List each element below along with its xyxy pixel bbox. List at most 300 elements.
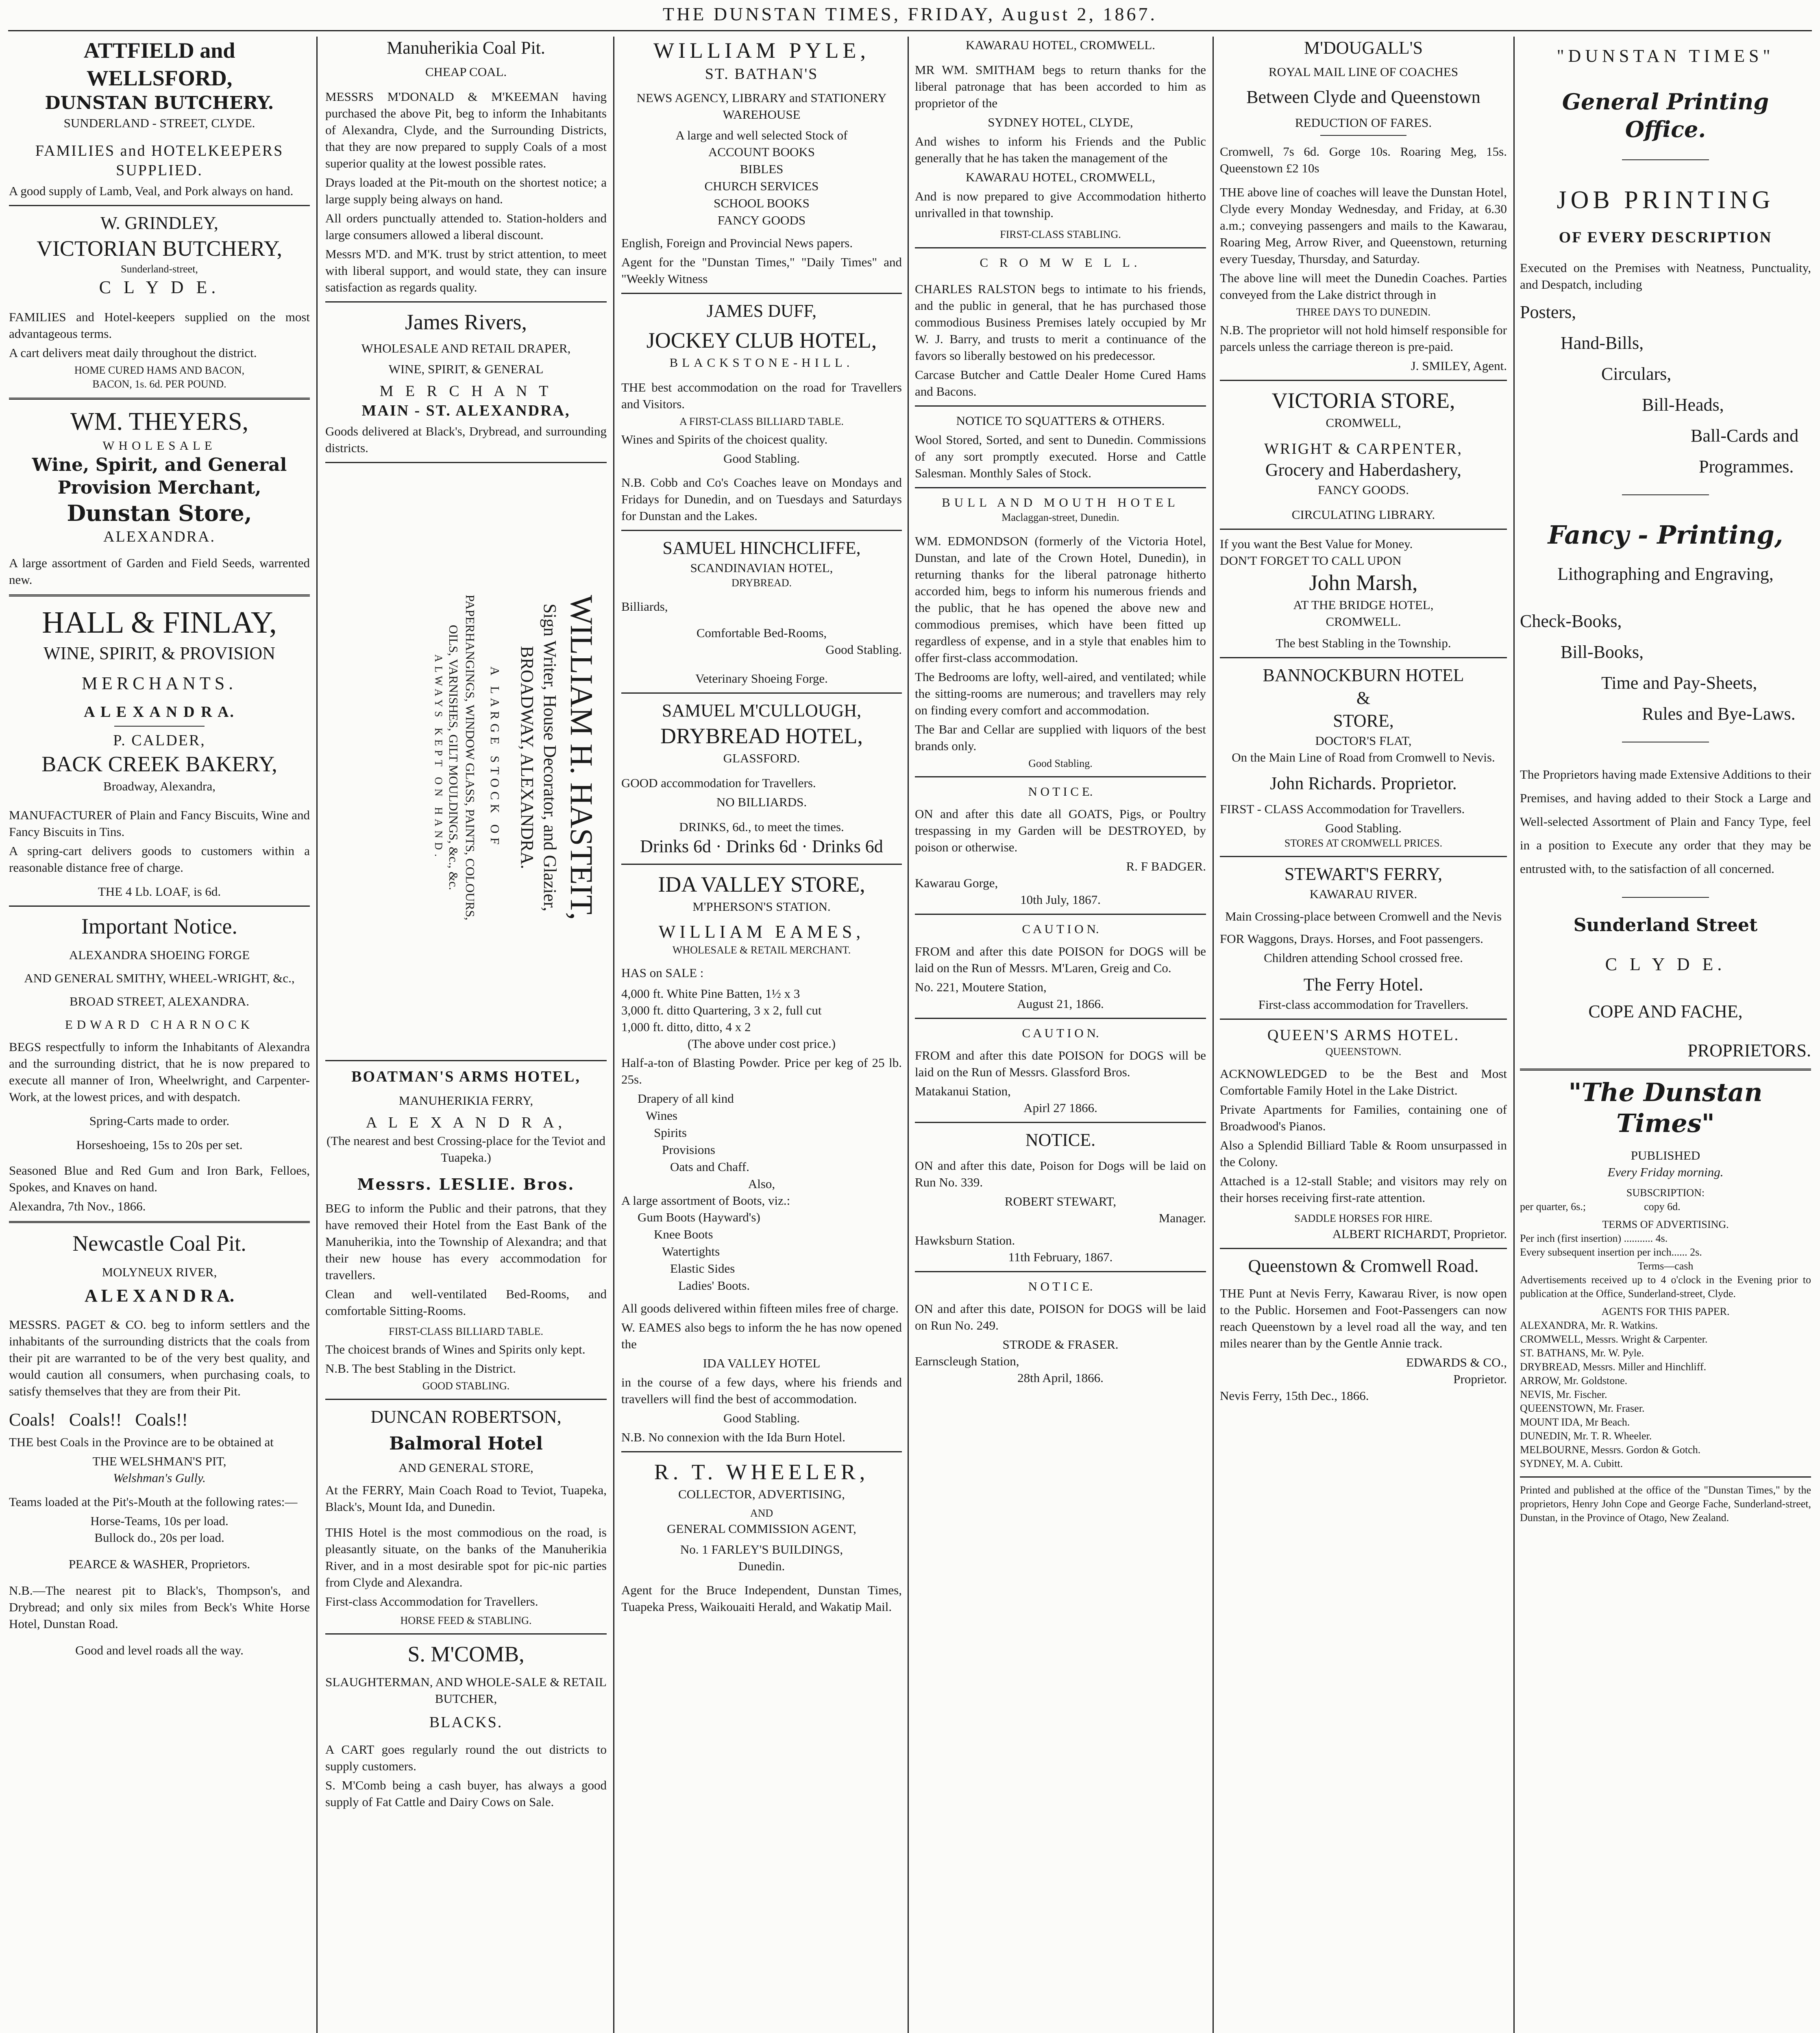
- ad-text: A cart delivers meat daily throughout the district.: [9, 346, 257, 360]
- ad-text: WHOLESALE & RETAIL MERCHANT.: [672, 944, 851, 956]
- ad-text: AGENTS FOR THIS PAPER.: [1601, 1306, 1730, 1317]
- ad-name: JAMES DUFF,: [706, 301, 817, 321]
- masthead: THE DUNSTAN TIMES, FRIDAY, August 2, 1867.: [662, 4, 1158, 24]
- ad-boatman: [325, 1067, 607, 1393]
- ad-text: M E R C H A N T: [379, 383, 553, 400]
- ad-text: A L E X A N D R A.: [84, 703, 235, 720]
- ad-text: Messrs. LESLIE. Bros.: [357, 1175, 575, 1193]
- ad-stewarts-ferry: [1220, 863, 1507, 1013]
- column-2: [325, 37, 607, 2033]
- list-item: Bill-Heads,: [1642, 395, 1724, 415]
- ad-text: 4,000 ft. White Pine Batten, 1½ x 3: [621, 986, 800, 1001]
- rule: [325, 462, 607, 463]
- ad-text: 10th July, 1867.: [1020, 892, 1101, 907]
- ad-text: ALWAYS KEPT ON HAND.: [433, 654, 444, 861]
- ad-text: Agent for the Bruce Independent, Dunstan Times, Tuapeka Press, Waikouaiti Herald, and Wakatip Mail.: [621, 1583, 902, 1614]
- rule: [1320, 135, 1406, 136]
- rule: [915, 914, 1206, 915]
- ad-title: SAMUEL HINCHCLIFFE,: [662, 538, 861, 558]
- ad-text: EDWARDS & CO.,: [1406, 1355, 1507, 1369]
- ad-name: WILLIAM EAMES,: [658, 922, 865, 942]
- ad-queenstown-road: [1220, 1255, 1507, 1404]
- ad-calder: [9, 731, 310, 900]
- ad-text: Alexandra, 7th Nov., 1866.: [9, 1199, 146, 1213]
- ad-text: English, Foreign and Provincial News papers.: [621, 236, 853, 250]
- rule: [621, 1451, 902, 1452]
- ad-text: Good Stabling.: [1325, 821, 1402, 835]
- ad-text: ON and after this date, Poison for Dogs will be laid on Run No. 339.: [915, 1158, 1206, 1189]
- ad-text: FIRST-CLASS BILLIARD TABLE.: [388, 1326, 544, 1337]
- ad-text: No. 221, Moutere Station,: [915, 980, 1047, 994]
- rule: [1220, 856, 1507, 857]
- ad-duff: [621, 300, 902, 524]
- ad-text: Horse-Teams, 10s per load.: [90, 1514, 229, 1528]
- ad-text: Wines and Spirits of the choicest quality.: [621, 432, 828, 446]
- ad-text: REDUCTION OF FARES.: [1295, 115, 1432, 130]
- ad-text: Sign Writer, House Decorator, and Glazier,: [540, 603, 560, 912]
- list-item: Watertights: [662, 1244, 720, 1258]
- ad-text: BLACKSTONE-HILL.: [669, 355, 854, 370]
- ad-text: STRODE & FRASER.: [1002, 1337, 1119, 1352]
- ad-text: Attached is a 12-stall Stable; and visitors may rely on their horses receiving first-rate attention.: [1220, 1174, 1507, 1205]
- list-item: CHURCH SERVICES: [704, 179, 819, 193]
- ad-text: The Bar and Cellar are supplied with liquors of the best brands only.: [915, 722, 1206, 753]
- ad-text: Every subsequent insertion per inch...... 2s.: [1520, 1246, 1702, 1258]
- ad-text: Carcase Butcher and Cattle Dealer Home Cured Hams and Bacons.: [915, 368, 1206, 398]
- ad-title: "DUNSTAN TIMES": [1557, 46, 1774, 66]
- ad-text: W. EAMES also begs to inform the he has now opened the: [621, 1320, 902, 1351]
- ad-text: A spring-cart delivers goods to customers within a reasonable distance free of charge.: [9, 844, 310, 875]
- ad-text: DON'T FORGET TO CALL UPON: [1220, 553, 1402, 568]
- ad-robertson: [325, 1406, 607, 1628]
- ad-text: Seasoned Blue and Red Gum and Iron Bark, Felloes, Spokes, and Knaves on hand.: [9, 1163, 310, 1194]
- ad-text: Dunstan Store,: [67, 500, 252, 526]
- ad-text: Apirl 27 1866.: [1023, 1101, 1097, 1115]
- ad-text: 28th April, 1866.: [1017, 1371, 1104, 1385]
- ad-text: And is now prepared to give Accommodation hitherto unrivalled in that township.: [915, 189, 1206, 220]
- ad-address: Broadway, Alexandra,: [103, 779, 216, 793]
- ad-title: S. M'COMB,: [407, 1642, 525, 1666]
- ad-text: No. 1 FARLEY'S BUILDINGS,: [680, 1542, 843, 1556]
- ad-ralston: [915, 254, 1206, 400]
- list-item: NEVIS, Mr. Fischer.: [1520, 1389, 1607, 1400]
- ad-text: DOCTOR'S FLAT,: [1315, 734, 1412, 748]
- ad-text: COPE AND FACHE,: [1588, 1001, 1743, 1021]
- list-item: Gum Boots (Hayward's): [638, 1210, 760, 1224]
- list-item: MELBOURNE, Messrs. Gordon & Gotch.: [1520, 1444, 1701, 1456]
- ad-title: BANNOCKBURN HOTEL: [1263, 665, 1464, 685]
- rule: [9, 905, 310, 907]
- ad-text: STORES AT CROMWELL PRICES.: [1284, 837, 1443, 849]
- ad-mccullough: [621, 699, 902, 858]
- ad-text: &: [1356, 688, 1371, 708]
- ad-title: HALL & FINLAY,: [42, 605, 277, 640]
- ad-text: August 21, 1866.: [1017, 997, 1104, 1011]
- rule: [915, 1018, 1206, 1019]
- column-rule: [316, 37, 318, 2033]
- ad-text: MESSRS M'DONALD & M'KEEMAN having purchased the above Pit, beg to inform the Inhabitants of Alexandra, Clyde, and the Surrounding Districts, that they are now prepared to supply Coals of a most superior quality at the lowest possible rates.: [325, 89, 607, 170]
- ad-text: Horseshoeing, 15s to 20s per set.: [76, 1138, 243, 1152]
- ad-text: The Bedrooms are lofty, well-aired, and ventilated; while the sitting-rooms are numerous; and travellers may rely on finding every comfort and accommodation.: [915, 670, 1206, 717]
- ad-text: THE Punt at Nevis Ferry, Kawarau River, is now open to the Public. Horsemen and Foot-Passengers can now reach Queenstown by a level road all the way, and ten miles nearer than by the Gentle Annie track.: [1220, 1286, 1507, 1350]
- ad-text: Billiards,: [621, 599, 668, 614]
- ad-text: ON and after this date all GOATS, Pigs, or Poultry trespassing in my Garden will be DESTROYED, by poison or otherwise.: [915, 807, 1206, 854]
- ad-text: A large assortment of Boots, viz.:: [621, 1193, 790, 1208]
- ad-text: Advertisements received up to 4 o'clock in the Evening prior to publication at the Office, Sunderland-street, Clyde.: [1520, 1274, 1811, 1299]
- column-1: [9, 37, 310, 2033]
- ad-text: Veterinary Shoeing Forge.: [695, 671, 828, 686]
- ad-text: CHEAP COAL.: [425, 65, 507, 79]
- ad-text: Good Stabling.: [825, 642, 902, 657]
- ad-title: STEWART'S FERRY,: [1284, 864, 1443, 884]
- rule: [1220, 529, 1507, 530]
- ad-text: BEG to inform the Public and their patrons, that they have removed their Hotel from the East Bank of the Manuherikia, into the Township of Alexandra; and that their new house has every accommodation for travellers.: [325, 1201, 607, 1282]
- ad-text: A FIRST-CLASS BILLIARD TABLE.: [679, 416, 844, 427]
- ad-text: SUBSCRIPTION:: [1626, 1187, 1705, 1199]
- ad-text: THREE DAYS TO DUNEDIN.: [1296, 306, 1431, 318]
- ad-text: MAIN - ST. ALEXANDRA,: [361, 402, 570, 419]
- list-item: Programmes.: [1699, 457, 1794, 477]
- ad-subtitle: DUNSTAN BUTCHERY.: [45, 93, 274, 113]
- ad-text: BEGS respectfully to inform the Inhabitants of Alexandra and the surrounding district, that he is now prepared to execute all manner of Iron, Wheelwright, and Carpenter-Work, at the lowest prices, and with despatch.: [9, 1040, 310, 1104]
- ad-text: GOOD STABLING.: [422, 1380, 510, 1392]
- ad-squatters: [915, 412, 1206, 481]
- masthead-rule: [8, 30, 1812, 31]
- list-item: ALEXANDRA, Mr. R. Watkins.: [1520, 1319, 1658, 1331]
- ad-title: C A U T I O N.: [1022, 922, 1099, 936]
- ad-text: IDA VALLEY HOTEL: [703, 1356, 821, 1370]
- ad-text: 3,000 ft. ditto Quartering, 3 x 2, full cut: [621, 1003, 822, 1017]
- ad-title: DUNCAN ROBERTSON,: [370, 1407, 562, 1427]
- ad-text: At the FERRY, Main Coach Road to Teviot, Tuapeka, Black's, Mount Ida, and Dunedin.: [325, 1483, 607, 1514]
- ad-text: Every Friday morning.: [1607, 1165, 1724, 1179]
- ad-text: Cromwell, 7s 6d. Gorge 10s. Roaring Meg, 15s. Queenstown £2 10s: [1220, 144, 1507, 175]
- ad-text: ALBERT RICHARDT, Proprietor.: [1332, 1227, 1507, 1241]
- ad-title: Newcastle Coal Pit.: [72, 1231, 246, 1256]
- ad-text: FAMILIES and Hotel-keepers supplied on the most advantageous terms.: [9, 310, 310, 341]
- ad-text: BLACKS.: [429, 1714, 503, 1731]
- list-item: Wines: [646, 1108, 677, 1123]
- ad-text: THE above line of coaches will leave the Dunstan Hotel, Clyde every Monday Wednesday, and Friday, at 6.30 a.m.; conveying passengers and mails to the Kawarau, Roaring Meg, Arrow River, and Queenstown, returning every Tuesday, Thursday, and Saturday.: [1220, 185, 1507, 266]
- ad-text: Wine, Spirit, and General: [32, 455, 287, 475]
- ad-text: S. M'Comb being a cash buyer, has always a good supply of Fat Cattle and Dairy Cows on Sale.: [325, 1778, 607, 1809]
- ad-text: Drinks 6d · Drinks 6d · Drinks 6d: [640, 836, 883, 856]
- ad-text: Proprietor.: [1453, 1372, 1507, 1386]
- list-item: MOUNT IDA, Mr Beach.: [1520, 1416, 1630, 1428]
- list-item: SCHOOL BOOKS: [714, 196, 810, 210]
- ad-text: GOOD accommodation for Travellers.: [621, 776, 816, 790]
- ad-text: OILS, VARNISHES, GILT MOULDINGS, &c., &c.: [446, 625, 461, 890]
- ad-theyers: [9, 406, 310, 588]
- ad-badger-notice: [915, 783, 1206, 908]
- ad-text: THE WELSHMAN'S PIT,: [92, 1454, 226, 1468]
- ad-dunstan-times: [1520, 1077, 1811, 1525]
- ad-text: General Printing Office.: [1562, 89, 1769, 142]
- ad-text: Dunedin.: [738, 1559, 785, 1573]
- ad-text: Provision Merchant,: [57, 477, 261, 498]
- ad-text: John Marsh,: [1309, 570, 1418, 595]
- ad-title: QUEEN'S ARMS HOTEL.: [1267, 1027, 1460, 1044]
- ad-text: Private Apartments for Families, containing one of Broadwood's Pianos.: [1220, 1102, 1507, 1133]
- ad-text: TERMS OF ADVERTISING.: [1602, 1219, 1729, 1230]
- ad-text: Terms—cash: [1637, 1260, 1694, 1272]
- ad-text: ALEXANDRA SHOEING FORGE: [69, 948, 250, 962]
- ad-name: SAMUEL M'CULLOUGH,: [662, 701, 862, 720]
- ad-text: WHOLESALE AND RETAIL DRAPER,: [361, 341, 571, 355]
- ad-notice-stewart: [915, 1129, 1206, 1265]
- list-item: Hand-Bills,: [1561, 333, 1644, 353]
- rule: [9, 398, 310, 400]
- ad-bull-and-mouth: [915, 494, 1206, 771]
- ad-text: N.B. The best Stabling in the District.: [325, 1361, 516, 1376]
- ad-pyle: [621, 37, 902, 287]
- ad-newcastle: [9, 1230, 310, 1659]
- ad-text: THE 4 Lb. LOAF, is 6d.: [98, 884, 221, 899]
- ad-text: A L E X A N D R A,: [366, 1114, 566, 1131]
- column-5: [1220, 37, 1507, 2033]
- ad-text: R. F BADGER.: [1126, 859, 1206, 873]
- ad-text: The best Stabling in the Township.: [1276, 636, 1451, 650]
- ad-text: BACON, 1s. 6d. PER POUND.: [92, 378, 226, 390]
- ad-text: Earnscleugh Station,: [915, 1354, 1019, 1368]
- ad-text: Goods delivered at Black's, Drybread, and surrounding districts.: [325, 424, 607, 455]
- ad-text: HAS on SALE :: [621, 966, 704, 980]
- ad-text: Kawarau Gorge,: [915, 876, 998, 890]
- ad-hall-finlay: [9, 603, 310, 722]
- rule: [915, 1122, 1206, 1123]
- ad-title: NOTICE TO SQUATTERS & OTHERS.: [956, 414, 1165, 428]
- list-item: Drapery of all kind: [638, 1091, 734, 1106]
- ad-text: Welshman's Gully.: [113, 1471, 206, 1485]
- rule: [1220, 1019, 1507, 1020]
- ad-address: Sunderland-street,: [121, 263, 198, 275]
- ad-title: N O T I C E.: [1028, 784, 1093, 799]
- rule: [1220, 380, 1507, 381]
- ad-text: HOME CURED HAMS AND BACON,: [74, 364, 245, 376]
- ad-mcdougall: [1220, 37, 1507, 374]
- ad-rivers: [325, 308, 607, 456]
- ad-list: [1520, 610, 1811, 725]
- rule: [1220, 657, 1507, 658]
- list-item: BIBLES: [740, 162, 784, 176]
- ad-text: Half-a-ton of Blasting Powder. Price per keg of 25 lb. 25s.: [621, 1056, 902, 1086]
- list-item: Ball-Cards and: [1691, 426, 1799, 446]
- ad-text: WM. EDMONDSON (formerly of the Victoria Hotel, Dunstan, and late of the Crown Hotel, Dunedin), in returning thanks for the liberal patronage hitherto accorded him, begs to inform his numerous friends and the public, that he has opened the above new and commodious premises, which have been fitted up regardless of expense, and in a style that enables him to offer first-class accommodation.: [915, 534, 1206, 665]
- ad-text: Bullock do., 20s per load.: [94, 1530, 224, 1545]
- ad-text: Matakanui Station,: [915, 1084, 1011, 1098]
- ad-text: KAWARAU HOTEL, CROMWELL,: [966, 170, 1155, 184]
- ad-text: DRYBREAD.: [731, 577, 792, 589]
- rule: [325, 1060, 607, 1061]
- ad-text: ALEXANDRA.: [103, 528, 216, 545]
- ad-text: Good Stabling.: [723, 451, 800, 466]
- ad-name: P. CALDER,: [113, 732, 206, 749]
- ad-text: CHARLES RALSTON begs to intimate to his friends, and the public in general, that he has purchased those commodious Business Premises lately occupied by Mr W. J. Barry, and trusts to merit a continuance of the favors so liberally bestowed on his predecessor.: [915, 282, 1206, 363]
- ad-text: The choicest brands of Wines and Spirits only kept.: [325, 1342, 586, 1356]
- ad-text: MANUHERIKIA FERRY,: [398, 1093, 533, 1108]
- ad-text: FOR Waggons, Drays. Horses, and Foot passengers.: [1220, 932, 1483, 946]
- ad-wheeler: [621, 1458, 902, 1615]
- ad-text: BROADWAY, ALEXANDRA.: [517, 646, 537, 869]
- ad-text: And wishes to inform his Friends and the Public generally that he has taken the management of the: [915, 134, 1206, 165]
- ad-text: M'PHERSON'S STATION.: [692, 899, 831, 914]
- ad-grindley: [9, 212, 310, 391]
- ad-text: Wool Stored, Sorted, and sent to Dunedin. Commissions of any sort promptly executed. Horse and Cattle Salesman. Monthly Sales of Stock.: [915, 433, 1206, 480]
- ad-text: Also a Splendid Billiard Table & Room unsurpassed in the Colony.: [1220, 1138, 1507, 1169]
- ad-text: PROPRIETORS.: [1687, 1040, 1811, 1060]
- list-item: FANCY GOODS: [717, 213, 806, 227]
- ad-text: ST. BATHAN'S: [705, 65, 819, 83]
- ad-text: N.B. No connexion with the Ida Burn Hotel.: [621, 1430, 846, 1444]
- ad-text: Lithographing and Engraving,: [1557, 564, 1774, 584]
- ad-text: All orders punctually attended to. Station-holders and large consumers allowed a liberal discount.: [325, 211, 607, 242]
- ad-bannockburn: [1220, 664, 1507, 850]
- rule: [1220, 1248, 1507, 1249]
- rule: [621, 692, 902, 694]
- ad-text: SCANDINAVIAN HOTEL,: [690, 561, 833, 575]
- ad-text: Fancy - Printing,: [1548, 520, 1783, 550]
- ad-text: WRIGHT & CARPENTER,: [1264, 440, 1463, 457]
- rule: [621, 293, 902, 294]
- ad-list: [621, 1090, 902, 1175]
- ad-text: SYDNEY HOTEL, CLYDE,: [988, 115, 1133, 129]
- rule: [915, 776, 1206, 777]
- ad-title: WILLIAM H. HASTEIT,: [564, 594, 599, 921]
- ad-text: CIRCULATING LIBRARY.: [1291, 507, 1435, 522]
- ad-text: The Proprietors having made Extensive Additions to their Premises, and having added to their Stock a Large and Well-selected Assortment of Plain and Fancy Type, feel in a position to Execute any order that they may be entrusted with, to the satisfaction of all concerned.: [1520, 767, 1811, 876]
- list-item: Rules and Bye-Laws.: [1642, 704, 1796, 724]
- ad-text: THE best accommodation on the road for Travellers and Visitors.: [621, 380, 902, 411]
- ad-text: Comfortable Bed-Rooms,: [696, 626, 827, 640]
- ad-text: N.B. Cobb and Co's Coaches leave on Mondays and Fridays for Dunedin, and on Tuesdays and Saturdays for Dunstan and the Lakes.: [621, 475, 902, 523]
- ad-title: VICTORIA STORE,: [1271, 388, 1455, 413]
- list-item: Spirits: [654, 1125, 687, 1140]
- ad-text: Children attending School crossed free.: [1264, 951, 1463, 965]
- rule: [915, 247, 1206, 248]
- rule: [1622, 159, 1709, 160]
- rule: [915, 487, 1206, 488]
- rule: [114, 726, 205, 727]
- ad-text: Good Stabling.: [1028, 757, 1093, 769]
- list-item: QUEENSTOWN, Mr. Fraser.: [1520, 1402, 1645, 1414]
- ad-text: FIRST-CLASS STABLING.: [1000, 229, 1121, 240]
- list-item: DUNEDIN, Mr. T. R. Wheeler.: [1520, 1430, 1652, 1442]
- ad-text: Hawksburn Station.: [915, 1233, 1015, 1247]
- ad-text: Coals! Coals!! Coals!!: [9, 1410, 188, 1430]
- ad-important-notice: [9, 912, 310, 1215]
- ad-text: SLAUGHTERMAN, AND WHOLE-SALE & RETAIL BUTCHER,: [325, 1675, 607, 1706]
- ad-text: MANUFACTURER of Plain and Fancy Biscuits, Wine and Fancy Biscuits in Tins.: [9, 808, 310, 839]
- ad-title: N O T I C E.: [1028, 1279, 1093, 1293]
- ad-title: Manuherikia Coal Pit.: [387, 38, 545, 58]
- ad-title: M'DOUGALL'S: [1304, 38, 1423, 58]
- ad-text: A large and well selected Stock of: [675, 128, 848, 142]
- ad-text: QUEENSTOWN.: [1325, 1046, 1402, 1058]
- ad-text: OF EVERY DESCRIPTION: [1559, 229, 1772, 246]
- ad-text: THIS Hotel is the most commodious on the road, is pleasantly situate, on the banks of the Manuherikia River, and in a most desirable spot for pic-nic parties from Clyde and Alexandra.: [325, 1525, 607, 1589]
- ad-title: C R O M W E L L.: [980, 255, 1141, 270]
- column-6: [1520, 37, 1811, 2033]
- ad-manuherikia: [325, 37, 607, 296]
- ad-text: Maclaggan-street, Dunedin.: [1001, 512, 1119, 523]
- ad-text: FROM and after this date POISON for DOGS will be laid on the Run of Messrs. M'Laren, Greig and Co.: [915, 944, 1206, 975]
- list-item: DRYBREAD, Messrs. Miller and Hinchliff.: [1520, 1361, 1707, 1373]
- ad-text: ON and after this date, POISON for DOGS will be laid on Run No. 249.: [915, 1302, 1206, 1332]
- rule: [325, 1399, 607, 1400]
- ad-text: CROMWELL,: [1326, 416, 1401, 430]
- ad-hinchcliffe: [621, 537, 902, 687]
- rule: [325, 301, 607, 303]
- ad-text: WHOLESALE: [102, 438, 216, 453]
- list-item: ARROW, Mr. Goldstone.: [1520, 1375, 1628, 1387]
- ad-text: The above line will meet the Dunedin Coaches. Parties conveyed from the Lake district through in: [1220, 271, 1507, 302]
- ad-text: CROMWELL.: [1326, 614, 1401, 629]
- ad-text: NEWS AGENCY, LIBRARY and STATIONERY WAREHOUSE: [636, 91, 887, 122]
- ad-attfield: [9, 37, 310, 199]
- list-item: Ladies' Boots.: [678, 1278, 750, 1293]
- ad-title: C A U T I O N.: [1022, 1026, 1099, 1040]
- ad-title: ATTFIELD and WELLSFORD,: [83, 38, 235, 90]
- ad-text: 11th February, 1867.: [1008, 1250, 1113, 1264]
- ad-title: WM. THEYERS,: [70, 408, 249, 435]
- ad-text: GLASSFORD.: [723, 751, 800, 765]
- ad-text: Per inch (first insertion) ........... 4s.: [1520, 1232, 1668, 1244]
- list-item: Knee Boots: [654, 1227, 713, 1241]
- ad-text: BROAD STREET, ALEXANDRA.: [69, 994, 250, 1008]
- ad-text: First-class accommodation for Travellers.: [1258, 997, 1469, 1012]
- imprint: Printed and published at the office of the "Dunstan Times," by the proprietors, Henry John Cope and George Fache, Sunderland-street, Dunstan, in the Province of Otago, New Zealand.: [1520, 1484, 1811, 1524]
- rule: [1520, 1476, 1811, 1478]
- ad-title: R. T. WHEELER,: [654, 1460, 869, 1484]
- ad-text: in the course of a few days, where his friends and travellers will find the best of accommodation.: [621, 1375, 902, 1406]
- ad-text: DRINKS, 6d., to meet the times.: [679, 820, 844, 834]
- ad-name: W. GRINDLEY,: [100, 213, 218, 233]
- ad-text: If you want the Best Value for Money.: [1220, 537, 1413, 551]
- column-rule: [613, 37, 614, 2033]
- rule: [1520, 1069, 1811, 1071]
- ad-text: KAWARAU RIVER.: [1309, 887, 1417, 901]
- ad-text: PAPERHANGINGS, WINDOW GLASS, PAINTS, COLOURS,: [463, 594, 477, 921]
- ad-text: A CART goes regularly round the out districts to supply customers.: [325, 1742, 607, 1773]
- ad-hastie: [325, 469, 607, 1054]
- ad-text: A L E X A N D R A.: [85, 1286, 234, 1306]
- ad-title: VICTORIAN BUTCHERY,: [36, 236, 283, 261]
- ad-text: The Ferry Hotel.: [1303, 975, 1424, 995]
- ad-text: (The nearest and best Crossing-place for the Teviot and Tuapeka.): [327, 1134, 605, 1165]
- rule: [9, 1221, 310, 1223]
- ad-title: BULL AND MOUTH HOTEL: [942, 495, 1179, 509]
- ad-text: Between Clyde and Queenstown: [1246, 87, 1480, 107]
- ad-text: AND GENERAL STORE,: [398, 1461, 533, 1475]
- ad-list: [1520, 301, 1811, 478]
- ad-caution-2: [915, 1025, 1206, 1116]
- list-item: Time and Pay-Sheets,: [1601, 673, 1757, 693]
- list-item: Check-Books,: [1520, 611, 1622, 631]
- ad-text: AND: [750, 1507, 773, 1519]
- column-rule: [1513, 37, 1515, 2033]
- ad-text: Also,: [748, 1177, 775, 1191]
- ad-list: [621, 1209, 902, 1294]
- ad-text: Grocery and Haberdashery,: [1265, 460, 1462, 480]
- ad-text: C L Y D E.: [1605, 954, 1726, 974]
- ad-title: BACK CREEK BAKERY,: [41, 752, 277, 776]
- ad-text: FIRST - CLASS Accommodation for Travellers.: [1220, 802, 1465, 816]
- ad-text: N.B. The proprietor will not hold himself responsible for parcels unless the carriage thereon is pre-paid.: [1220, 323, 1507, 354]
- ad-text: JOB PRINTING: [1557, 186, 1774, 214]
- column-4: [915, 37, 1206, 2033]
- list-item: ST. BATHANS, Mr. W. Pyle.: [1520, 1347, 1644, 1359]
- list-item: Elastic Sides: [670, 1261, 735, 1276]
